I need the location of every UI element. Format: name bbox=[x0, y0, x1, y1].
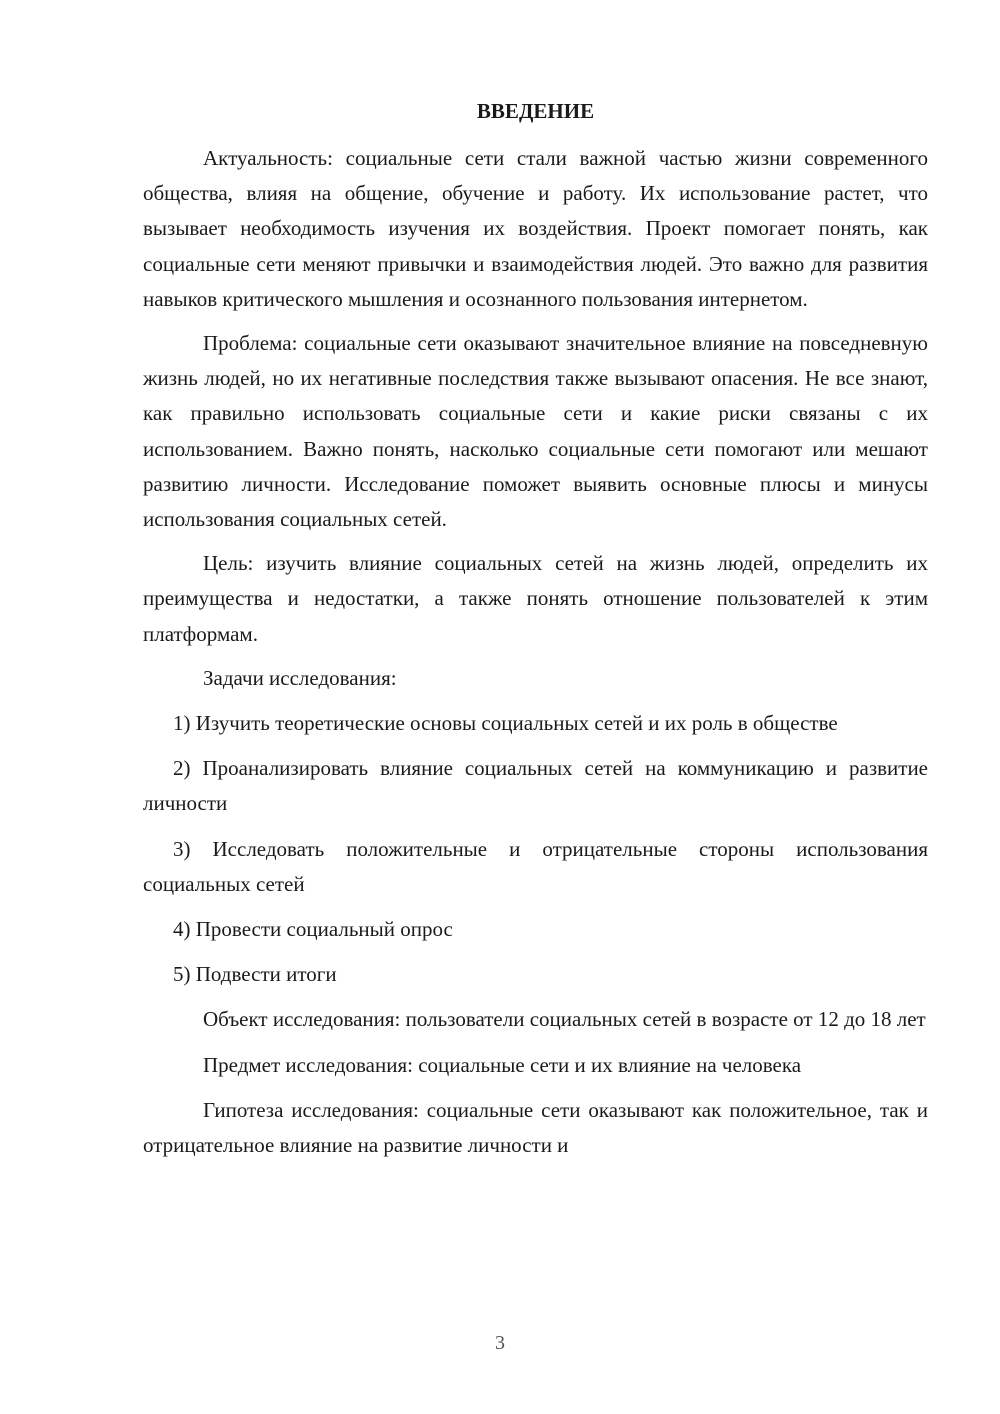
section-title: ВВЕДЕНИЕ bbox=[476, 99, 595, 123]
paragraph-problem: Проблема: социальные сети оказывают значительное влияние на повседневную жизнь людей, но их негативные последствия также вызывают опасения. Не все знают, как правильно использовать социальные сети и какие риски связаны с их использованием. Важно понять, насколько социальные сети помогают или мешают развитию личности. Исследование поможет выявить основные плюсы и минусы использования социальных сетей. bbox=[143, 331, 928, 532]
paragraph-hypothesis: Гипотеза исследования: социальные сети оказывают как положительное, так и отрицательное влияние на развитие личности и bbox=[143, 1097, 928, 1158]
task-item-4: 4) Провести социальный опрос bbox=[173, 917, 453, 942]
paragraph-subject: Предмет исследования: социальные сети и их влияние на человека bbox=[203, 1052, 802, 1077]
task-item-2: 2) Проанализировать влияние социальных сетей на коммуникацию и развитие личности bbox=[143, 756, 928, 816]
task-item-3: 3) Исследовать положительные и отрицательные стороны использования социальных сетей bbox=[143, 836, 928, 896]
tasks-heading: Задачи исследования: bbox=[203, 665, 397, 690]
page-number: 3 bbox=[495, 1332, 505, 1354]
page-content bbox=[143, 94, 928, 1173]
paragraph-object: Объект исследования: пользователи социальных сетей в возрасте от 12 до 18 лет bbox=[203, 1007, 926, 1032]
paragraph-goal: Цель: изучить влияние социальных сетей на жизнь людей, определить их преимущества и недостатки, а также понять отношение пользователей к этим платформам. bbox=[143, 551, 928, 646]
paragraph-relevance: Актуальность: социальные сети стали важной частью жизни современного общества, влияя на общение, обучение и работу. Их использование растет, что вызывает необходимость изучения их воздействия. Проект помогает понять, как социальные сети меняют привычки и взаимодействия людей. Это важно для развития навыков критического мышления и осознанного пользования интернетом. bbox=[143, 146, 928, 311]
task-item-1: 1) Изучить теоретические основы социальных сетей и их роль в обществе bbox=[173, 711, 838, 736]
task-item-5: 5) Подвести итоги bbox=[173, 962, 337, 987]
